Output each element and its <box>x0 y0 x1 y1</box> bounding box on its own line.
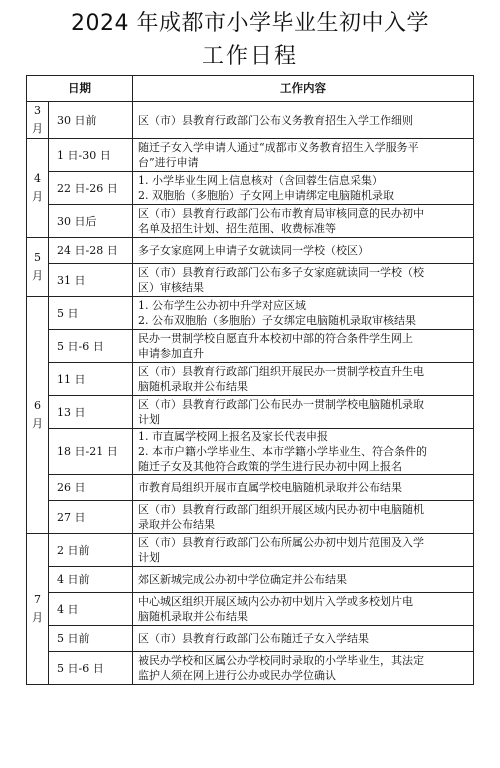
date-cell: 18 日-21 日 <box>49 429 133 475</box>
month-label: 5月 <box>32 251 43 282</box>
schedule-body <box>27 102 474 685</box>
table-row <box>27 330 474 363</box>
month-label: 3月 <box>32 104 43 135</box>
content-line: 市教育局组织开展市直属学校电脑随机录取并公布结果 <box>138 481 402 494</box>
content-cell <box>133 501 474 534</box>
date-cell: 4 日 <box>49 593 133 626</box>
month-cell <box>27 534 49 685</box>
content-cell <box>133 475 474 501</box>
table-row <box>27 626 474 652</box>
content-line: 随迁子女入学申请人通过“成都市义务教育招生入学服务平 <box>138 141 419 154</box>
content-line: 区（市）县教育行政部门公布多子女家庭就读同一学校（校 <box>138 266 424 279</box>
month-cell <box>27 102 49 139</box>
content-line: 名单及招生计划、招生范围、收费标准等 <box>138 222 336 235</box>
content-cell <box>133 534 474 567</box>
table-row <box>27 205 474 238</box>
table-row <box>27 396 474 429</box>
date-cell: 30 日前 <box>49 102 133 139</box>
content-line: 民办一贯制学校自愿直升本校初中部的符合条件学生网上 <box>138 332 413 345</box>
content-line: 区（市）县教育行政部门组织开展区域内民办初中电脑随机 <box>138 503 424 516</box>
content-line: 录取并公布结果 <box>138 518 215 531</box>
content-line: 中心城区组织开展区域内公办初中划片入学或多校划片电 <box>138 595 413 608</box>
content-cell <box>133 102 474 139</box>
content-line: 台”进行申请 <box>138 156 199 169</box>
date-cell: 31 日 <box>49 264 133 297</box>
date-cell: 30 日后 <box>49 205 133 238</box>
content-cell <box>133 264 474 297</box>
content-cell <box>133 593 474 626</box>
date-column-header: 日期 <box>27 76 133 102</box>
content-line: 2. 公布双胞胎（多胞胎）子女绑定电脑随机录取审核结果 <box>138 314 416 327</box>
content-line: 区（市）县教育行政部门公布民办一贯制学校电脑随机录取 <box>138 398 424 411</box>
content-line: 2. 本市户籍小学毕业生、本市学籍小学毕业生、符合条件的 <box>138 445 427 458</box>
date-cell: 5 日-6 日 <box>49 330 133 363</box>
content-line: 1. 小学毕业生网上信息核对（含回蓉生信息采集） <box>138 174 383 187</box>
month-label: 7月 <box>32 593 43 624</box>
date-cell: 13 日 <box>49 396 133 429</box>
table-row <box>27 652 474 685</box>
table-row <box>27 501 474 534</box>
content-cell <box>133 297 474 330</box>
content-line: 区（市）县教育行政部门公布市教育局审核同意的民办初中 <box>138 207 424 220</box>
table-row <box>27 102 474 139</box>
content-line: 区（市）县教育行政部门公布随迁子女入学结果 <box>138 632 369 645</box>
content-line: 脑随机录取并公布结果 <box>138 380 248 393</box>
page-subtitle: 工作日程 <box>201 44 298 69</box>
table-row <box>27 139 474 172</box>
content-line: 脑随机录取并公布结果 <box>138 610 248 623</box>
content-column-header: 工作内容 <box>133 76 474 102</box>
content-cell <box>133 567 474 593</box>
content-cell <box>133 139 474 172</box>
content-line: 多子女家庭网上申请子女就读同一学校（校区） <box>138 244 369 257</box>
content-cell <box>133 363 474 396</box>
content-line: 2. 双胞胎（多胞胎）子女网上申请绑定电脑随机录取 <box>138 189 394 202</box>
date-cell: 1 日-30 日 <box>49 139 133 172</box>
date-cell: 5 日 <box>49 297 133 330</box>
month-cell <box>27 139 49 238</box>
content-line: 被民办学校和区属公办学校同时录取的小学毕业生，其法定 <box>138 654 424 667</box>
content-line: 1. 公布学生公办初中升学对应区域 <box>138 299 306 312</box>
date-cell: 2 日前 <box>49 534 133 567</box>
content-line: 申请参加直升 <box>138 347 204 360</box>
content-cell <box>133 652 474 685</box>
month-label: 6月 <box>32 399 43 430</box>
date-cell: 4 日前 <box>49 567 133 593</box>
page-title: 2024 年成都市小学毕业生初中入学 <box>71 11 429 36</box>
month-cell <box>27 297 49 534</box>
content-cell <box>133 429 474 475</box>
month-label: 4月 <box>32 172 43 203</box>
content-cell <box>133 396 474 429</box>
date-cell: 26 日 <box>49 475 133 501</box>
content-line: 郊区新城完成公办初中学位确定并公布结果 <box>138 573 347 586</box>
schedule-table <box>26 75 474 685</box>
table-row <box>27 593 474 626</box>
month-cell <box>27 238 49 297</box>
content-cell <box>133 626 474 652</box>
table-row <box>27 475 474 501</box>
content-line: 计划 <box>138 413 160 426</box>
table-row <box>27 297 474 330</box>
table-row <box>27 363 474 396</box>
content-line: 区）审核结果 <box>138 281 204 294</box>
table-row <box>27 172 474 205</box>
content-line: 1. 市直属学校网上报名及家长代表申报 <box>138 430 328 443</box>
date-cell: 24 日-28 日 <box>49 238 133 264</box>
date-cell: 22 日-26 日 <box>49 172 133 205</box>
content-cell <box>133 205 474 238</box>
table-header-row <box>27 76 474 102</box>
table-row <box>27 238 474 264</box>
table-row <box>27 567 474 593</box>
date-cell: 27 日 <box>49 501 133 534</box>
content-cell <box>133 238 474 264</box>
content-cell <box>133 330 474 363</box>
table-row <box>27 429 474 475</box>
content-cell <box>133 172 474 205</box>
date-cell: 11 日 <box>49 363 133 396</box>
table-row <box>27 534 474 567</box>
content-line: 区（市）县教育行政部门组织开展民办一贯制学校直升生电 <box>138 365 424 378</box>
table-row <box>27 264 474 297</box>
content-line: 区（市）县教育行政部门公布所属公办初中划片范围及入学 <box>138 536 424 549</box>
content-line: 随迁子女及其他符合政策的学生进行民办初中网上报名 <box>138 460 402 473</box>
content-line: 监护人须在网上进行公办或民办学位确认 <box>138 669 336 682</box>
content-line: 区（市）县教育行政部门公布义务教育招生入学工作细则 <box>138 113 413 127</box>
date-cell: 5 日前 <box>49 626 133 652</box>
content-line: 计划 <box>138 551 160 564</box>
date-cell: 5 日-6 日 <box>49 652 133 685</box>
